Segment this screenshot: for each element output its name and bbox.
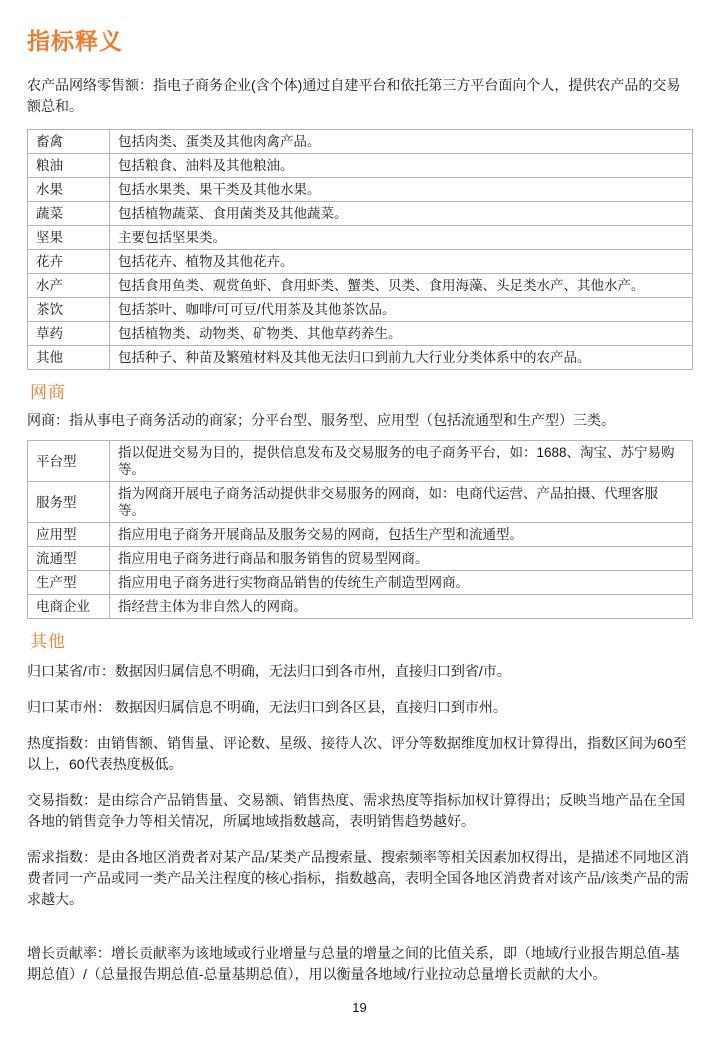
definition-cell: 指应用电子商务进行商品和服务销售的贸易型网商。 — [110, 547, 693, 571]
page-title: 指标释义 — [27, 28, 123, 54]
table-row — [28, 595, 693, 619]
term-cell: 茶饮 — [28, 298, 110, 322]
term-cell: 水果 — [28, 178, 110, 202]
definition-cell: 指经营主体为非自然人的网商。 — [110, 595, 693, 619]
term-cell: 蔬菜 — [28, 202, 110, 226]
table-row — [28, 298, 693, 322]
term-cell: 粮油 — [28, 154, 110, 178]
table-row — [28, 523, 693, 547]
definition-paragraph: 增长贡献率：增长贡献率为该地域或行业增量与总量的增量之间的比值关系，即（地域/行业报告期总值-基期总值）/（总量报告期总值-总量基期总值），用以衡量各地域/行业拉动总量增长贡献的大小。 — [27, 945, 680, 982]
definition-paragraph: 归口某市州： 数据因归属信息不明确，无法归口到各区县，直接归口到市州。 — [27, 699, 507, 715]
definition-cell: 包括植物蔬菜、食用菌类及其他蔬菜。 — [110, 202, 693, 226]
definition-cell: 包括肉类、蛋类及其他肉禽产品。 — [110, 130, 693, 154]
definition-paragraph: 热度指数：由销售额、销售量、评论数、星级、接待人次、评分等数据维度加权计算得出，指数区间为60至以上，60代表热度极低。 — [27, 735, 687, 772]
definition-cell: 主要包括坚果类。 — [110, 226, 693, 250]
term-cell: 水产 — [28, 274, 110, 298]
table-row — [28, 482, 693, 523]
term-cell: 电商企业 — [28, 595, 110, 619]
page-number: 19 — [352, 1000, 367, 1015]
definition-cell: 包括植物类、动物类、矿物类、其他草药养生。 — [110, 322, 693, 346]
definition-cell: 包括花卉、植物及其他花卉。 — [110, 250, 693, 274]
term-cell: 花卉 — [28, 250, 110, 274]
definition-cell: 包括茶叶、咖啡/可可豆/代用茶及其他茶饮品。 — [110, 298, 693, 322]
intro-paragraph: 农产品网络零售额：指电子商务企业(含个体)通过自建平台和依托第三方平台面向个人，提供农产品的交易额总和。 — [27, 77, 681, 114]
term-cell: 服务型 — [28, 482, 110, 523]
table-row — [28, 250, 693, 274]
table-row — [28, 346, 693, 370]
table-row — [28, 274, 693, 298]
definition-cell: 包括食用鱼类、观赏鱼虾、食用虾类、蟹类、贝类、食用海藻、头足类水产、其他水产。 — [110, 274, 693, 298]
definition-paragraph: 交易指数：是由综合产品销售量、交易额、销售热度、需求热度等指标加权计算得出；反映当地产品在全国各地的销售竞争力等相关情况，所属地域指数越高，表明销售趋势越好。 — [27, 792, 685, 829]
table-row — [28, 202, 693, 226]
definition-cell: 指以促进交易为目的，提供信息发布及交易服务的电子商务平台，如：1688、淘宝、苏宁易购等。 — [110, 441, 693, 482]
definition-paragraph: 归口某省/市：数据因归属信息不明确，无法归口到各市州，直接归口到省/市。 — [27, 663, 511, 679]
category-definition-table — [27, 129, 693, 370]
table-row — [28, 547, 693, 571]
other-definitions — [27, 661, 693, 985]
table-row — [28, 130, 693, 154]
term-cell: 其他 — [28, 346, 110, 370]
term-cell: 草药 — [28, 322, 110, 346]
term-cell: 畜禽 — [28, 130, 110, 154]
table-row — [28, 571, 693, 595]
definition-cell: 包括粮食、油料及其他粮油。 — [110, 154, 693, 178]
definition-cell: 指应用电子商务进行实物商品销售的传统生产制造型网商。 — [110, 571, 693, 595]
definition-paragraph: 需求指数：是由各地区消费者对某产品/某类产品搜索量、搜索频率等相关因素加权得出，是描述不同地区消费者同一产品或同一类产品关注程度的核心指标，指数越高，表明全国各地区消费者对该产品/该类产品的需求越大。 — [27, 849, 689, 907]
definition-cell: 包括种子、种苗及繁殖材料及其他无法归口到前九大行业分类体系中的农产品。 — [110, 346, 693, 370]
merchant-intro-paragraph: 网商：指从事电子商务活动的商家；分平台型、服务型、应用型（包括流通型和生产型）三类。 — [27, 412, 615, 428]
term-cell: 流通型 — [28, 547, 110, 571]
term-cell: 生产型 — [28, 571, 110, 595]
table-row — [28, 441, 693, 482]
table-row — [28, 154, 693, 178]
term-cell: 应用型 — [28, 523, 110, 547]
merchant-definition-table — [27, 440, 693, 619]
definition-cell: 指为网商开展电子商务活动提供非交易服务的网商，如：电商代运营、产品拍摄、代理客服等。 — [110, 482, 693, 523]
term-cell: 坚果 — [28, 226, 110, 250]
section-heading-merchant: 网商 — [30, 383, 66, 402]
definition-cell: 包括水果类、果干类及其他水果。 — [110, 178, 693, 202]
definition-cell: 指应用电子商务开展商品及服务交易的网商，包括生产型和流通型。 — [110, 523, 693, 547]
table-row — [28, 178, 693, 202]
section-heading-other: 其他 — [30, 632, 66, 651]
table-row — [28, 322, 693, 346]
table-row — [28, 226, 693, 250]
term-cell: 平台型 — [28, 441, 110, 482]
